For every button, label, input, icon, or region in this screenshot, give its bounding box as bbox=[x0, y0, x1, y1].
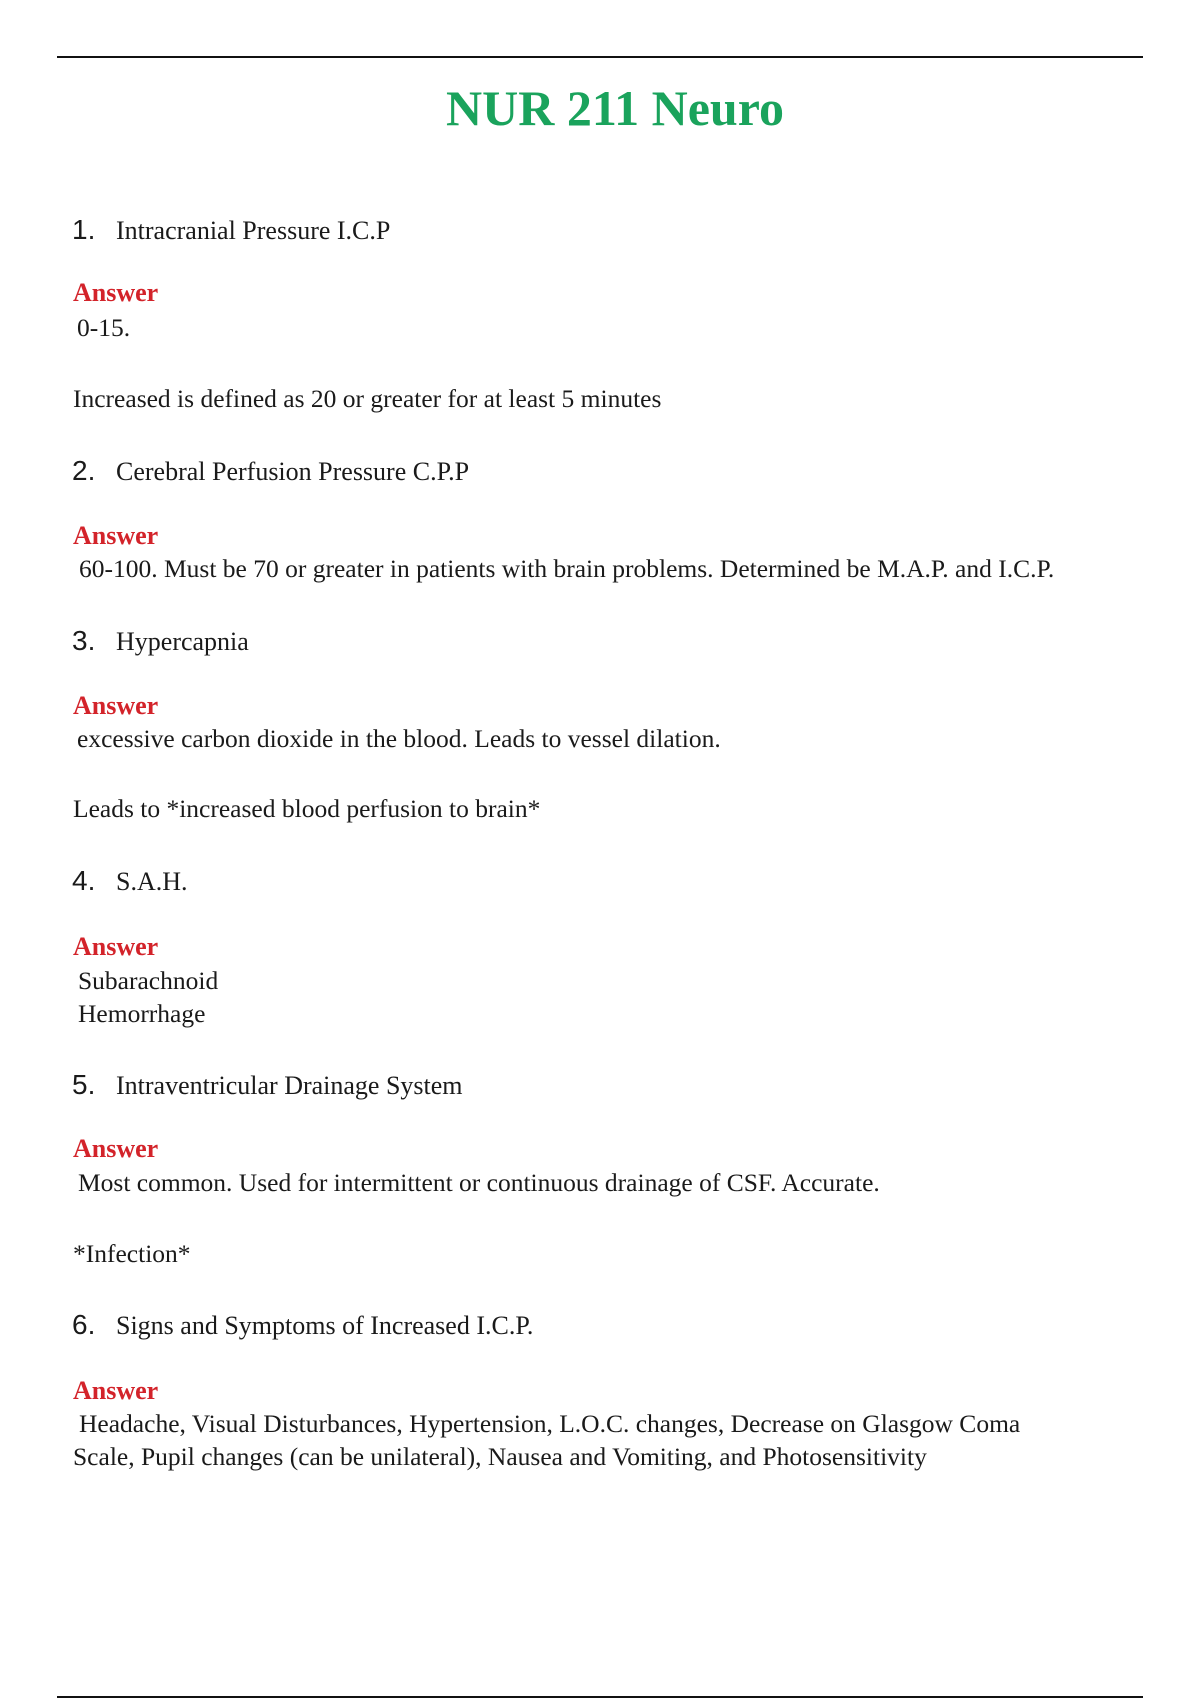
answer-line: Leads to *increased blood perfusion to brain* bbox=[73, 794, 541, 823]
question-number: 5. bbox=[72, 1069, 96, 1100]
answer-line: *Infection* bbox=[73, 1239, 191, 1268]
question-number: 4. bbox=[72, 865, 96, 896]
answer-line: excessive carbon dioxide in the blood. Leads to vessel dilation. bbox=[77, 724, 721, 753]
question-number: 6. bbox=[72, 1309, 96, 1340]
answer-line: Hemorrhage bbox=[78, 999, 206, 1028]
question-text: S.A.H. bbox=[116, 867, 188, 896]
answer-label: Answer bbox=[73, 1376, 159, 1405]
page-title: NUR 211 Neuro bbox=[446, 80, 784, 136]
question-number: 2. bbox=[72, 455, 96, 486]
answer-line: Most common. Used for intermittent or continuous drainage of CSF. Accurate. bbox=[78, 1168, 880, 1197]
answer-line: 60-100. Must be 70 or greater in patients with brain problems. Determined be M.A.P. and I.C.P. bbox=[79, 554, 1055, 583]
question-6 bbox=[72, 1310, 533, 1341]
question-text: Cerebral Perfusion Pressure C.P.P bbox=[116, 457, 470, 486]
answer-line: Headache, Visual Disturbances, Hypertension, L.O.C. changes, Decrease on Glasgow Coma bbox=[79, 1409, 1021, 1438]
question-1 bbox=[72, 215, 390, 246]
question-text: Intracranial Pressure I.C.P bbox=[116, 216, 391, 245]
answer-line: Increased is defined as 20 or greater for at least 5 minutes bbox=[73, 384, 662, 413]
answer-line: 0-15. bbox=[77, 313, 131, 342]
question-3 bbox=[72, 626, 249, 657]
question-number: 1. bbox=[72, 214, 96, 245]
answer-label: Answer bbox=[73, 691, 159, 720]
top-rule bbox=[57, 56, 1143, 58]
question-4 bbox=[72, 866, 188, 897]
answer-label: Answer bbox=[73, 932, 159, 961]
answer-label: Answer bbox=[73, 278, 159, 307]
answer-line: Scale, Pupil changes (can be unilateral), Nausea and Vomiting, and Photosensitivity bbox=[73, 1442, 927, 1471]
question-text: Hypercapnia bbox=[116, 627, 249, 656]
question-text: Signs and Symptoms of Increased I.C.P. bbox=[116, 1311, 534, 1340]
question-2 bbox=[72, 456, 469, 487]
answer-line: Subarachnoid bbox=[78, 966, 219, 995]
answer-label: Answer bbox=[73, 521, 159, 550]
bottom-rule bbox=[57, 1696, 1143, 1698]
answer-label: Answer bbox=[73, 1134, 159, 1163]
question-5 bbox=[72, 1070, 463, 1101]
question-number: 3. bbox=[72, 625, 96, 656]
question-text: Intraventricular Drainage System bbox=[116, 1071, 463, 1100]
